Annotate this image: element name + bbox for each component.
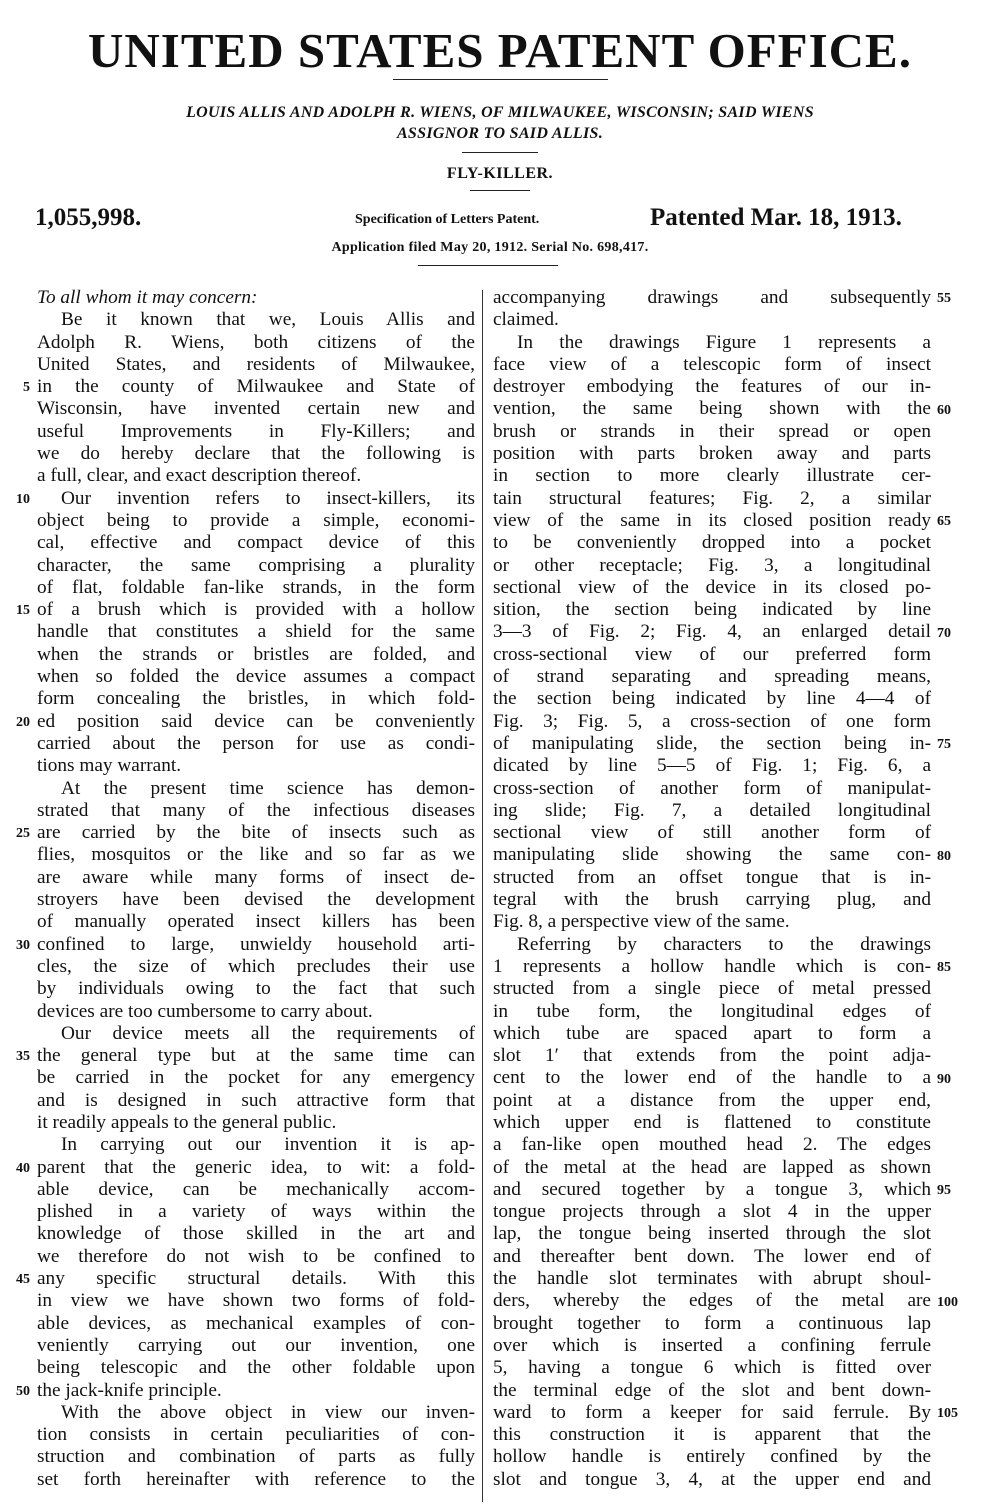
application-rule xyxy=(418,265,558,266)
text-line: sition, the section being indicated by line xyxy=(493,599,931,621)
text-line: Referring by characters to the drawings xyxy=(517,933,931,955)
text-line: of manipulating slide, the section being in- xyxy=(493,732,931,754)
invention-rule xyxy=(470,190,530,191)
invention-title: FLY-KILLER. xyxy=(446,165,554,182)
text-line: of flat, foldable fan-like strands, in the form xyxy=(37,576,475,598)
text-line: the jack-knife principle. xyxy=(37,1379,222,1401)
text-line: in view we have shown two forms of fold- xyxy=(37,1290,475,1312)
text-line: Fig. 3; Fig. 5, a cross-section of one form xyxy=(493,710,931,732)
line-number-left: 35 xyxy=(16,1049,30,1065)
text-line: cal, effective and compact device of this xyxy=(37,532,475,554)
text-line: slot and tongue 3, 4, at the upper end and xyxy=(493,1468,931,1490)
text-line: To all whom it may concern: xyxy=(37,287,258,308)
inventors-line-2: ASSIGNOR TO SAID ALLIS. xyxy=(396,125,604,142)
text-line: accompanying drawings and subsequently xyxy=(493,287,931,308)
text-line: tegral with the brush carrying plug, and xyxy=(493,889,931,911)
text-line: in the county of Milwaukee and State of xyxy=(37,376,475,398)
text-line: parent that the generic idea, to wit: a fold- xyxy=(37,1156,475,1178)
text-line: dicated by line 5—5 of Fig. 1; Fig. 6, a xyxy=(493,755,931,777)
text-line: the handle slot terminates with abrupt shoul- xyxy=(493,1268,931,1290)
text-line: 3—3 of Fig. 2; Fig. 4, an enlarged detail xyxy=(493,621,931,643)
text-line: be carried in the pocket for any emergency xyxy=(37,1067,475,1089)
line-number-right: 55 xyxy=(937,291,951,306)
text-line: of strand separating and spreading means, xyxy=(493,666,931,688)
text-line: vention, the same being shown with the xyxy=(493,398,931,420)
text-line: and is designed in such attractive form that xyxy=(37,1089,475,1111)
text-line: view of the same in its closed position ready xyxy=(493,509,931,531)
text-line: In carrying out our invention it is ap- xyxy=(61,1134,475,1156)
text-line: face view of a telescopic form of insect xyxy=(493,353,931,375)
line-number-right: 60 xyxy=(937,402,951,418)
text-line: when so folded the device assumes a compact xyxy=(37,666,475,688)
text-line: carried about the person for use as condi- xyxy=(37,732,475,754)
text-line: knowledge of those skilled in the art and xyxy=(37,1223,475,1245)
text-line: and thereafter bent down. The lower end of xyxy=(493,1245,931,1267)
text-line: tion consists in certain peculiarities of con- xyxy=(37,1424,475,1446)
text-line: 1 represents a hollow handle which is con- xyxy=(493,955,931,977)
text-line: of a brush which is provided with a hollow xyxy=(37,599,475,621)
text-line: ing slide; Fig. 7, a detailed longitudinal xyxy=(493,799,931,821)
text-line: of manually operated insect killers has been xyxy=(37,911,475,933)
text-line: in tube form, the longitudinal edges of xyxy=(493,1000,931,1022)
text-line: slot 1′ that extends from the point adja- xyxy=(493,1045,931,1067)
text-line: a fan-like open mouthed head 2. The edges xyxy=(493,1134,931,1156)
line-number-left: 25 xyxy=(16,826,30,842)
text-line: by individuals owing to the fact that such xyxy=(37,978,475,1000)
patent-number: 1,055,998. xyxy=(35,204,142,231)
text-line: cent to the lower end of the handle to a xyxy=(493,1067,931,1089)
text-line: With the above object in view our inven- xyxy=(61,1401,475,1423)
line-number-right: 65 xyxy=(937,514,951,529)
text-line: which tube are spaced apart to form a xyxy=(493,1022,931,1044)
specification-label: Specification of Letters Patent. xyxy=(355,212,540,227)
text-line: the terminal edge of the slot and bent down- xyxy=(493,1379,931,1401)
line-number-right: 75 xyxy=(937,737,951,752)
title-rule xyxy=(393,79,608,80)
text-line: Wisconsin, have invented certain new and xyxy=(37,398,475,420)
text-line: over which is inserted a confining ferrule xyxy=(493,1334,931,1356)
column-divider xyxy=(482,290,483,1502)
text-line: when the strands or bristles are folded, and xyxy=(37,643,475,665)
text-line: destroyer embodying the features of our in- xyxy=(493,376,931,398)
text-line: ward to form a keeper for said ferrule. By xyxy=(493,1401,931,1423)
text-line: structed from an offset tongue that is in- xyxy=(493,866,931,888)
line-number-left: 15 xyxy=(16,603,30,619)
line-number-left: 30 xyxy=(16,937,30,953)
text-line: cross-section of another form of manipulat- xyxy=(493,777,931,799)
text-line: we do hereby declare that the following is xyxy=(37,443,475,465)
text-line: devices are too cumbersome to carry about. xyxy=(37,1000,373,1022)
line-number-left: 20 xyxy=(16,714,30,730)
text-line: in section to more clearly illustrate cer- xyxy=(493,465,931,487)
text-line: are carried by the bite of insects such as xyxy=(37,822,475,844)
inventors-block xyxy=(30,102,970,144)
text-line: hollow handle is entirely confined by the xyxy=(493,1446,931,1468)
text-line: useful Improvements in Fly-Killers; and xyxy=(37,420,475,442)
text-line: flies, mosquitos or the like and so far as we xyxy=(37,844,475,866)
line-number-left: 40 xyxy=(16,1160,30,1176)
text-line: and secured together by a tongue 3, which xyxy=(493,1178,931,1200)
text-line: ders, whereby the edges of the metal are xyxy=(493,1290,931,1312)
text-line: the general type but at the same time can xyxy=(37,1045,475,1067)
text-line: At the present time science has demon- xyxy=(61,777,475,799)
text-line: plished in a variety of ways within the xyxy=(37,1201,475,1223)
left-text-column xyxy=(37,287,475,1491)
text-line: it readily appeals to the general public. xyxy=(37,1111,337,1133)
text-line: tain structural features; Fig. 2, a similar xyxy=(493,487,931,509)
line-number-right: 90 xyxy=(937,1071,951,1087)
text-line: stroyers have been devised the development xyxy=(37,889,475,911)
text-line: being telescopic and the other foldable upon xyxy=(37,1357,475,1379)
text-line: 5, having a tongue 6 which is fitted over xyxy=(493,1357,931,1379)
text-line: claimed. xyxy=(493,309,559,331)
text-line: structed from a single piece of metal pressed xyxy=(493,978,931,1000)
text-line: Our device meets all the requirements of xyxy=(61,1022,475,1044)
text-line: handle that constitutes a shield for the same xyxy=(37,621,475,643)
line-number-left: 50 xyxy=(16,1383,30,1399)
text-line: manipulating slide showing the same con- xyxy=(493,844,931,866)
text-line: cross-sectional view of our preferred form xyxy=(493,643,931,665)
inventors-rule xyxy=(462,152,538,153)
text-line: any specific structural details. With this xyxy=(37,1268,475,1290)
text-line: confined to large, unwieldy household arti- xyxy=(37,933,475,955)
text-line: character, the same comprising a plurality xyxy=(37,554,475,576)
text-line: set forth hereinafter with reference to the xyxy=(37,1468,475,1490)
text-line: In the drawings Figure 1 represents a xyxy=(517,331,931,353)
line-number-right: 95 xyxy=(937,1183,951,1198)
text-line: strated that many of the infectious diseases xyxy=(37,799,475,821)
line-number-left: 5 xyxy=(23,380,30,396)
text-line: a full, clear, and exact description thereof. xyxy=(37,465,362,487)
text-line: United States, and residents of Milwaukee, xyxy=(37,353,475,375)
line-number-right: 105 xyxy=(937,1406,958,1421)
text-line: form concealing the bristles, in which fold- xyxy=(37,688,475,710)
line-number-left: 45 xyxy=(16,1272,30,1288)
text-line: this construction it is apparent that the xyxy=(493,1424,931,1446)
text-line: brought together to form a continuous lap xyxy=(493,1312,931,1334)
patented-date: Patented Mar. 18, 1913. xyxy=(650,204,902,231)
text-line: struction and combination of parts as fully xyxy=(37,1446,475,1468)
text-line: Fig. 8, a perspective view of the same. xyxy=(493,911,790,933)
text-line: point at a distance from the upper end, xyxy=(493,1089,931,1111)
text-line: or other receptacle; Fig. 3, a longitudinal xyxy=(493,554,931,576)
text-line: Our invention refers to insect-killers, its xyxy=(61,487,475,509)
text-line: sectional view of still another form of xyxy=(493,822,931,844)
text-line: object being to provide a simple, economi- xyxy=(37,509,475,531)
line-number-right: 70 xyxy=(937,625,951,641)
text-line: tions may warrant. xyxy=(37,755,182,777)
text-line: we therefore do not wish to be confined to xyxy=(37,1245,475,1267)
text-line: able device, can be mechanically accom- xyxy=(37,1178,475,1200)
line-number-right: 85 xyxy=(937,960,951,975)
text-line: to be conveniently dropped into a pocket xyxy=(493,532,931,554)
text-line: of the metal at the head are lapped as shown xyxy=(493,1156,931,1178)
text-line: sectional view of the device in its closed po- xyxy=(493,576,931,598)
text-line: cles, the size of which precludes their use xyxy=(37,955,475,977)
text-line: brush or strands in their spread or open xyxy=(493,420,931,442)
text-line: are aware while many forms of insect de- xyxy=(37,866,475,888)
line-number-right: 80 xyxy=(937,848,951,864)
office-title: UNITED STATES PATENT OFFICE. xyxy=(88,23,912,78)
text-line: Be it known that we, Louis Allis and xyxy=(61,309,475,331)
text-line: lap, the tongue being inserted through the slot xyxy=(493,1223,931,1245)
line-number-right: 100 xyxy=(937,1294,958,1310)
inventors-line-1: LOUIS ALLIS AND ADOLPH R. WIENS, OF MILWAUKEE, WISCONSIN; SAID WIENS xyxy=(186,104,814,121)
text-line: ed position said device can be conveniently xyxy=(37,710,475,732)
right-text-column xyxy=(493,287,931,1491)
application-filed: Application filed May 20, 1912. Serial No. 698,417. xyxy=(331,240,649,255)
text-line: veniently carrying out our invention, one xyxy=(37,1334,475,1356)
text-line: able devices, as mechanical examples of con- xyxy=(37,1312,475,1334)
text-line: the section being indicated by line 4—4 of xyxy=(493,688,931,710)
text-line: Adolph R. Wiens, both citizens of the xyxy=(37,331,475,353)
text-line: which upper end is flattened to constitute xyxy=(493,1111,931,1133)
line-number-left: 10 xyxy=(16,491,30,507)
text-line: tongue projects through a slot 4 in the upper xyxy=(493,1201,931,1223)
text-line: position with parts broken away and parts xyxy=(493,443,931,465)
